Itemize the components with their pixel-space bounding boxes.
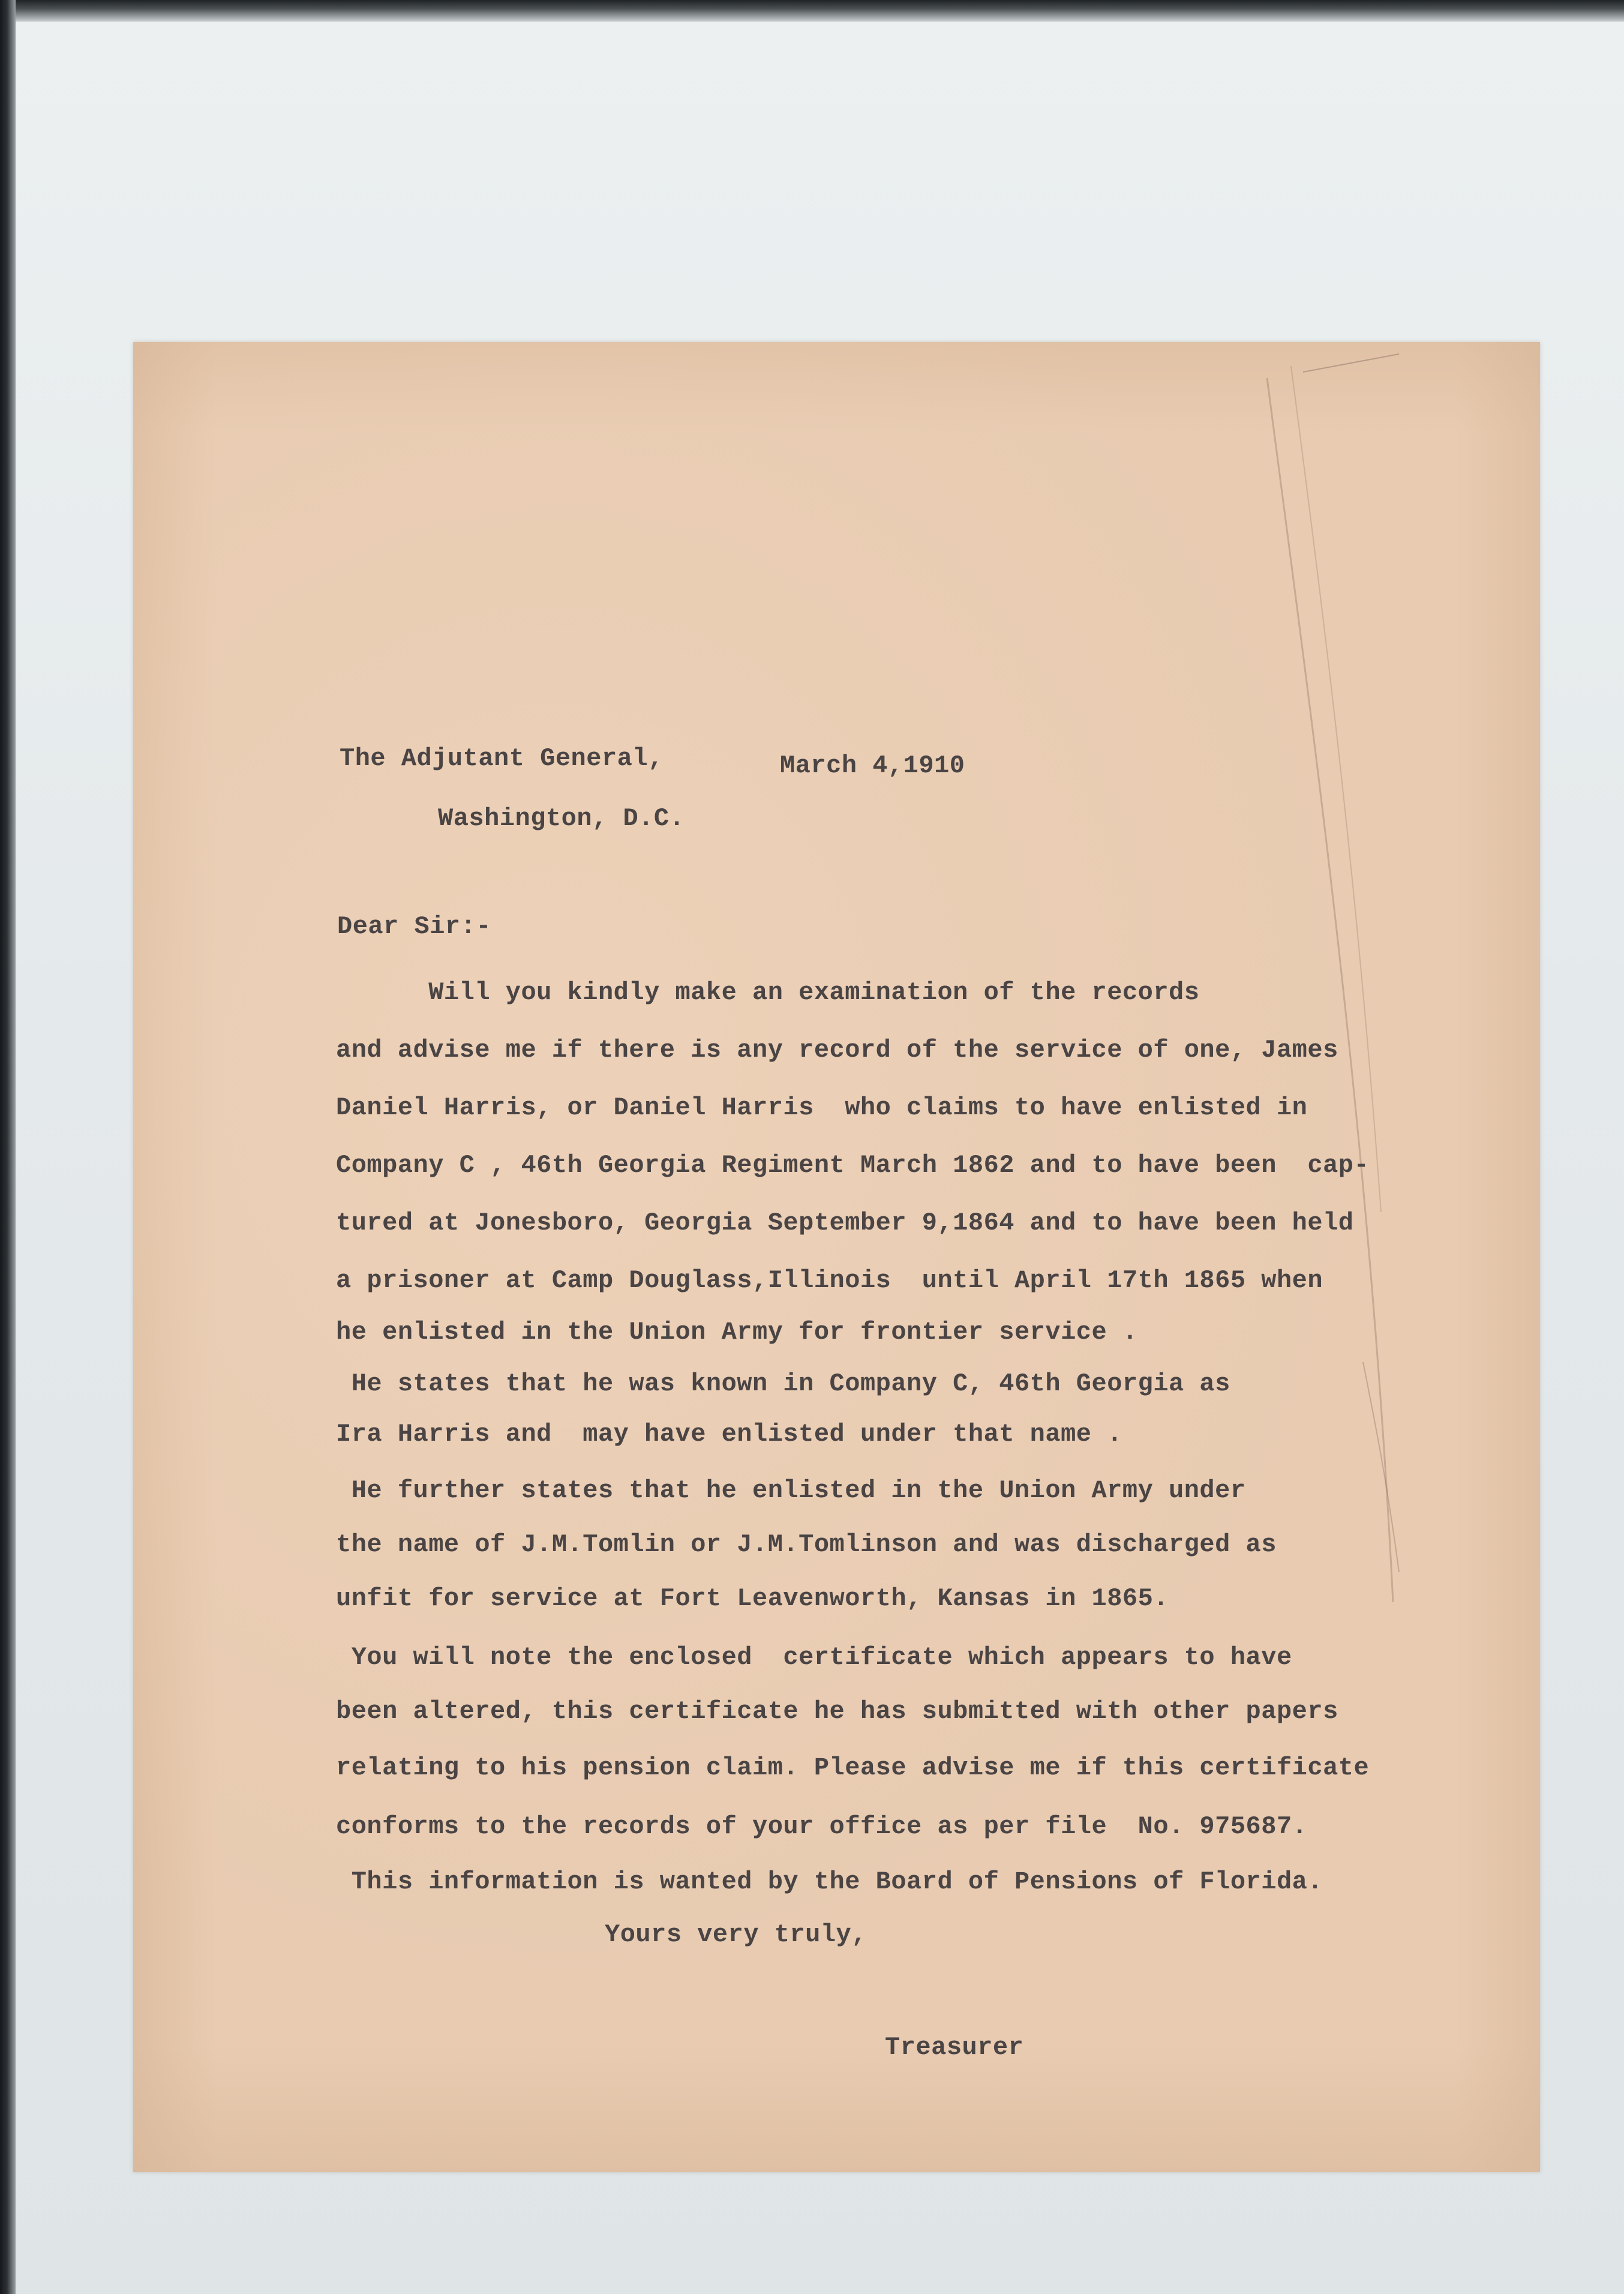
body-line: been altered, this certificate he has submitted with other papers <box>336 1697 1338 1726</box>
salutation: Dear Sir:- <box>337 912 492 941</box>
body-line: Company C , 46th Georgia Regiment March 1862 and to have been cap- <box>336 1151 1370 1180</box>
body-line: He states that he was known in Company C, 46th Georgia as <box>336 1369 1230 1398</box>
body-line: Daniel Harris, or Daniel Harris who claims to have enlisted in <box>336 1093 1308 1122</box>
scanner-left-edge <box>0 0 16 2294</box>
body-line: unfit for service at Fort Leavenworth, Kansas in 1865. <box>336 1584 1169 1613</box>
letter-date: March 4,1910 <box>780 751 965 780</box>
body-line: he enlisted in the Union Army for frontier service . <box>336 1318 1138 1347</box>
body-line: a prisoner at Camp Douglass,Illinois until April 17th 1865 when <box>336 1266 1323 1295</box>
body-line: This information is wanted by the Board of Pensions of Florida. <box>336 1867 1323 1896</box>
body-line: relating to his pension claim. Please advise me if this certificate <box>336 1753 1370 1782</box>
body-line: conforms to the records of your office as per file No. 975687. <box>336 1812 1308 1841</box>
body-line: Will you kindly make an examination of the records <box>336 978 1200 1007</box>
body-line: the name of J.M.Tomlin or J.M.Tomlinson and was discharged as <box>336 1530 1277 1559</box>
letter-paper <box>133 342 1540 2172</box>
scanner-top-edge <box>0 0 1624 22</box>
addressee-city: Washington, D.C. <box>438 804 685 833</box>
paper-crease-marks <box>133 342 1540 2172</box>
body-line: Ira Harris and may have enlisted under that name . <box>336 1420 1122 1449</box>
body-line: and advise me if there is any record of the service of one, James <box>336 1036 1338 1064</box>
body-line: You will note the enclosed certificate which appears to have <box>336 1643 1292 1672</box>
body-line: tured at Jonesboro, Georgia September 9,1864 and to have been held <box>336 1209 1354 1237</box>
signature-title: Treasurer <box>885 2033 1024 2062</box>
addressee-line: The Adjutant General, <box>340 744 664 773</box>
body-line: He further states that he enlisted in the Union Army under <box>336 1476 1246 1505</box>
closing: Yours very truly, <box>605 1920 867 1949</box>
